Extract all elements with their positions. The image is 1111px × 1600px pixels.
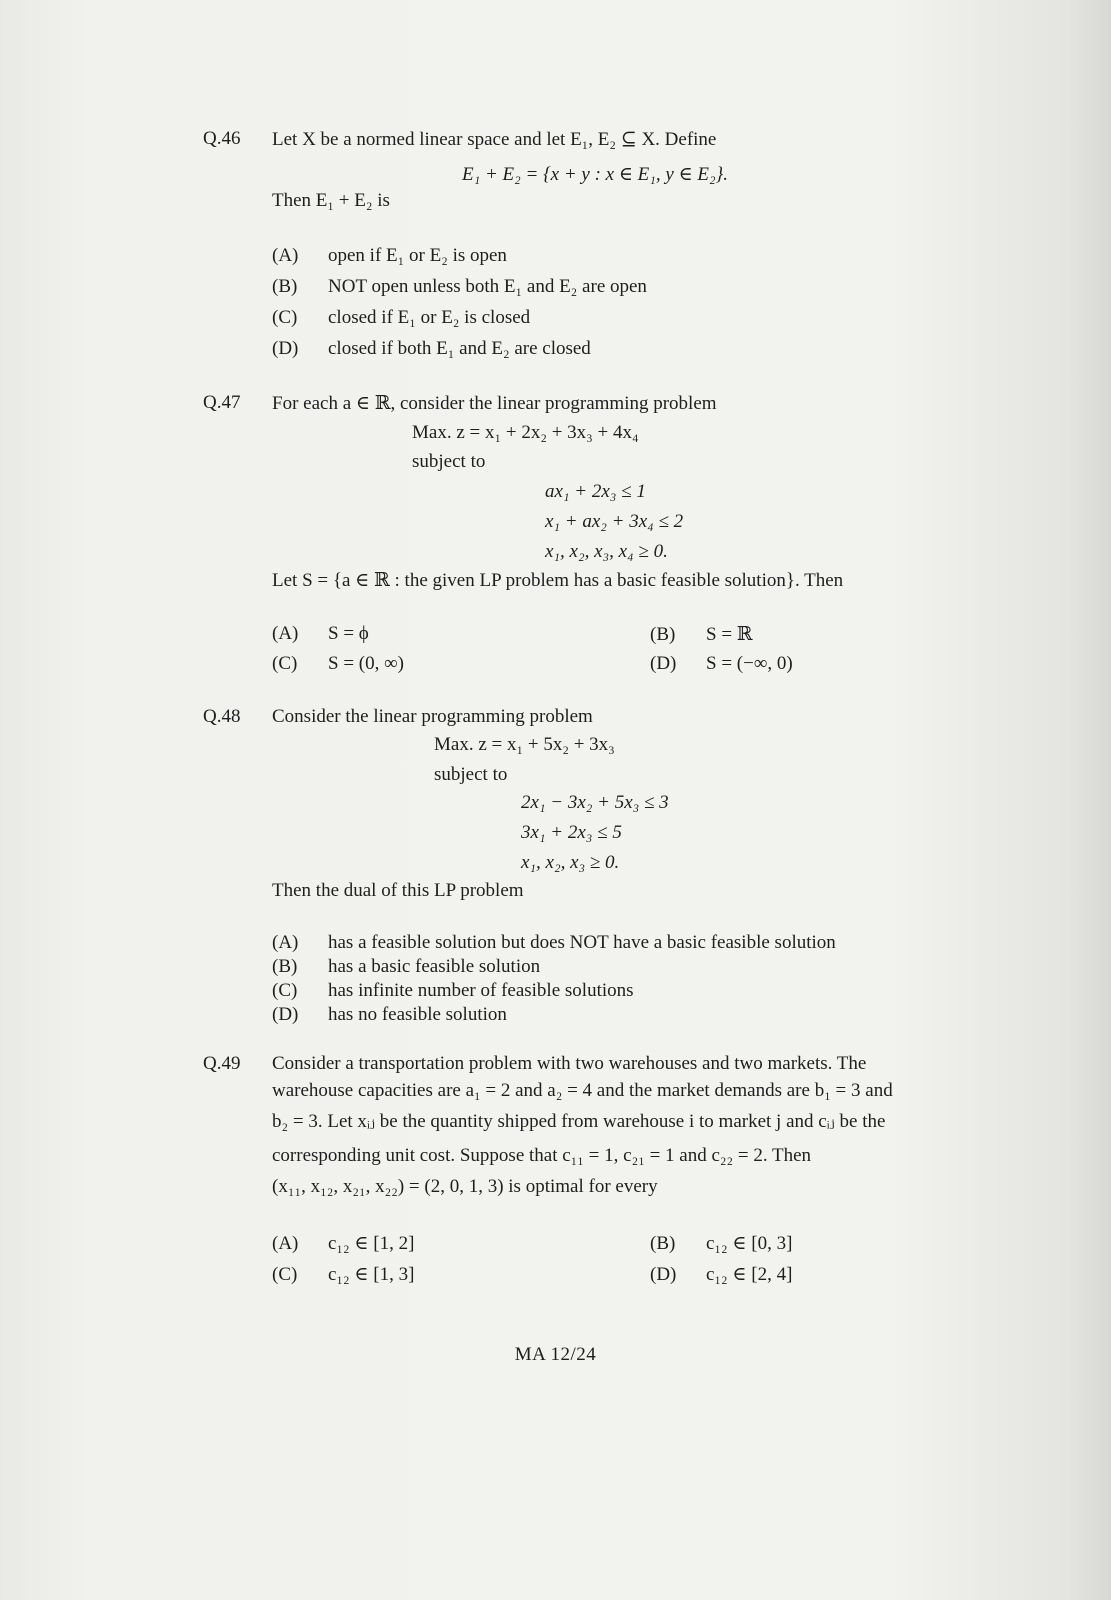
- option-a[interactable]: [272, 1232, 414, 1255]
- constraint-3: x₁, x₂, x₃, x₄ ≥ 0.: [545, 541, 668, 562]
- subject-to-label: subject to: [434, 764, 508, 785]
- option-label: (A): [272, 623, 299, 644]
- option-label: (A): [272, 932, 299, 953]
- option-c[interactable]: [272, 653, 404, 675]
- option-label: (D): [272, 1004, 299, 1025]
- question-intro: Let X be a normed linear space and let E₁, E₂ ⊆ X. Define: [272, 129, 717, 150]
- option-text: open if E₁ or E₂ is open: [328, 245, 507, 266]
- option-text: closed if E₁ or E₂ is closed: [328, 307, 531, 328]
- question-stem: Let S = {a ∈ ℝ : the given LP problem has a basic feasible solution}. Then: [272, 570, 844, 591]
- question-intro: Consider the linear programming problem: [272, 706, 593, 727]
- option-text: S = (−∞, 0): [706, 653, 793, 674]
- option-b[interactable]: [650, 1232, 792, 1255]
- option-d[interactable]: [650, 653, 793, 675]
- option-text: has no feasible solution: [328, 1004, 507, 1025]
- question-number: Q.47: [203, 392, 241, 413]
- option-text: has a basic feasible solution: [328, 956, 541, 977]
- option-d[interactable]: [650, 1263, 792, 1286]
- option-text: c₁₂ ∈ [2, 4]: [706, 1264, 793, 1285]
- option-b[interactable]: [650, 623, 753, 646]
- option-label: (A): [272, 245, 299, 266]
- option-a[interactable]: [272, 932, 836, 954]
- option-text: S = ϕ: [328, 623, 369, 644]
- constraint-3: x₁, x₂, x₃ ≥ 0.: [521, 852, 620, 873]
- option-text: has a feasible solution but does NOT have a basic feasible solution: [328, 932, 836, 953]
- question-stem: Then E₁ + E₂ is: [272, 190, 390, 211]
- constraint-2: 3x₁ + 2x₃ ≤ 5: [521, 822, 622, 843]
- question-number: Q.46: [203, 128, 241, 149]
- question-line-1: Consider a transportation problem with two warehouses and two markets. The: [272, 1053, 867, 1074]
- option-label: (D): [650, 653, 677, 674]
- option-a[interactable]: [272, 245, 507, 267]
- option-text: S = ℝ: [706, 624, 753, 645]
- option-label: (B): [272, 276, 298, 297]
- question-line-5: (x₁₁, x₁₂, x₂₁, x₂₂) = (2, 0, 1, 3) is optimal for every: [272, 1176, 658, 1197]
- option-label: (D): [650, 1264, 677, 1285]
- question-line-3: b₂ = 3. Let xᵢⱼ be the quantity shipped from warehouse i to market j and cᵢⱼ be the: [272, 1111, 886, 1132]
- option-text: c₁₂ ∈ [1, 3]: [328, 1264, 415, 1285]
- option-text: closed if both E₁ and E₂ are closed: [328, 338, 591, 359]
- option-b[interactable]: [272, 956, 540, 978]
- option-label: (C): [272, 653, 298, 674]
- question-intro: For each a ∈ ℝ, consider the linear programming problem: [272, 393, 717, 414]
- option-text: has infinite number of feasible solutions: [328, 980, 634, 1001]
- definition-equation: E₁ + E₂ = {x + y : x ∈ E₁, y ∈ E₂}.: [462, 164, 728, 185]
- objective-function: Max. z = x₁ + 2x₂ + 3x₃ + 4x₄: [412, 422, 639, 443]
- option-c[interactable]: [272, 307, 530, 329]
- option-c[interactable]: [272, 980, 634, 1002]
- question-number: Q.49: [203, 1053, 241, 1074]
- question-number: Q.48: [203, 706, 241, 727]
- question-stem: Then the dual of this LP problem: [272, 880, 524, 901]
- option-label: (C): [272, 980, 298, 1001]
- constraint-2: x₁ + ax₂ + 3x₄ ≤ 2: [545, 511, 684, 532]
- option-label: (B): [650, 624, 676, 645]
- option-text: c₁₂ ∈ [1, 2]: [328, 1233, 415, 1254]
- question-line-4: corresponding unit cost. Suppose that c₁₁ = 1, c₂₁ = 1 and c₂₂ = 2. Then: [272, 1145, 812, 1166]
- question-line-2: warehouse capacities are a₁ = 2 and a₂ = 4 and the market demands are b₁ = 3 and: [272, 1080, 893, 1101]
- option-text: c₁₂ ∈ [0, 3]: [706, 1233, 793, 1254]
- objective-function: Max. z = x₁ + 5x₂ + 3x₃: [434, 734, 615, 755]
- option-a[interactable]: [272, 623, 369, 645]
- option-text: S = (0, ∞): [328, 653, 404, 674]
- option-label: (C): [272, 1264, 298, 1285]
- constraint-1: ax₁ + 2x₃ ≤ 1: [545, 481, 646, 502]
- option-label: (B): [272, 956, 298, 977]
- option-label: (D): [272, 338, 299, 359]
- option-label: (B): [650, 1233, 676, 1254]
- option-c[interactable]: [272, 1263, 414, 1286]
- option-label: (C): [272, 307, 298, 328]
- subject-to-label: subject to: [412, 451, 486, 472]
- option-d[interactable]: [272, 1004, 507, 1026]
- option-text: NOT open unless both E₁ and E₂ are open: [328, 276, 647, 297]
- option-b[interactable]: [272, 276, 647, 298]
- constraint-1: 2x₁ − 3x₂ + 5x₃ ≤ 3: [521, 792, 669, 813]
- option-d[interactable]: [272, 338, 591, 360]
- page-footer: MA 12/24: [514, 1344, 597, 1365]
- option-label: (A): [272, 1233, 299, 1254]
